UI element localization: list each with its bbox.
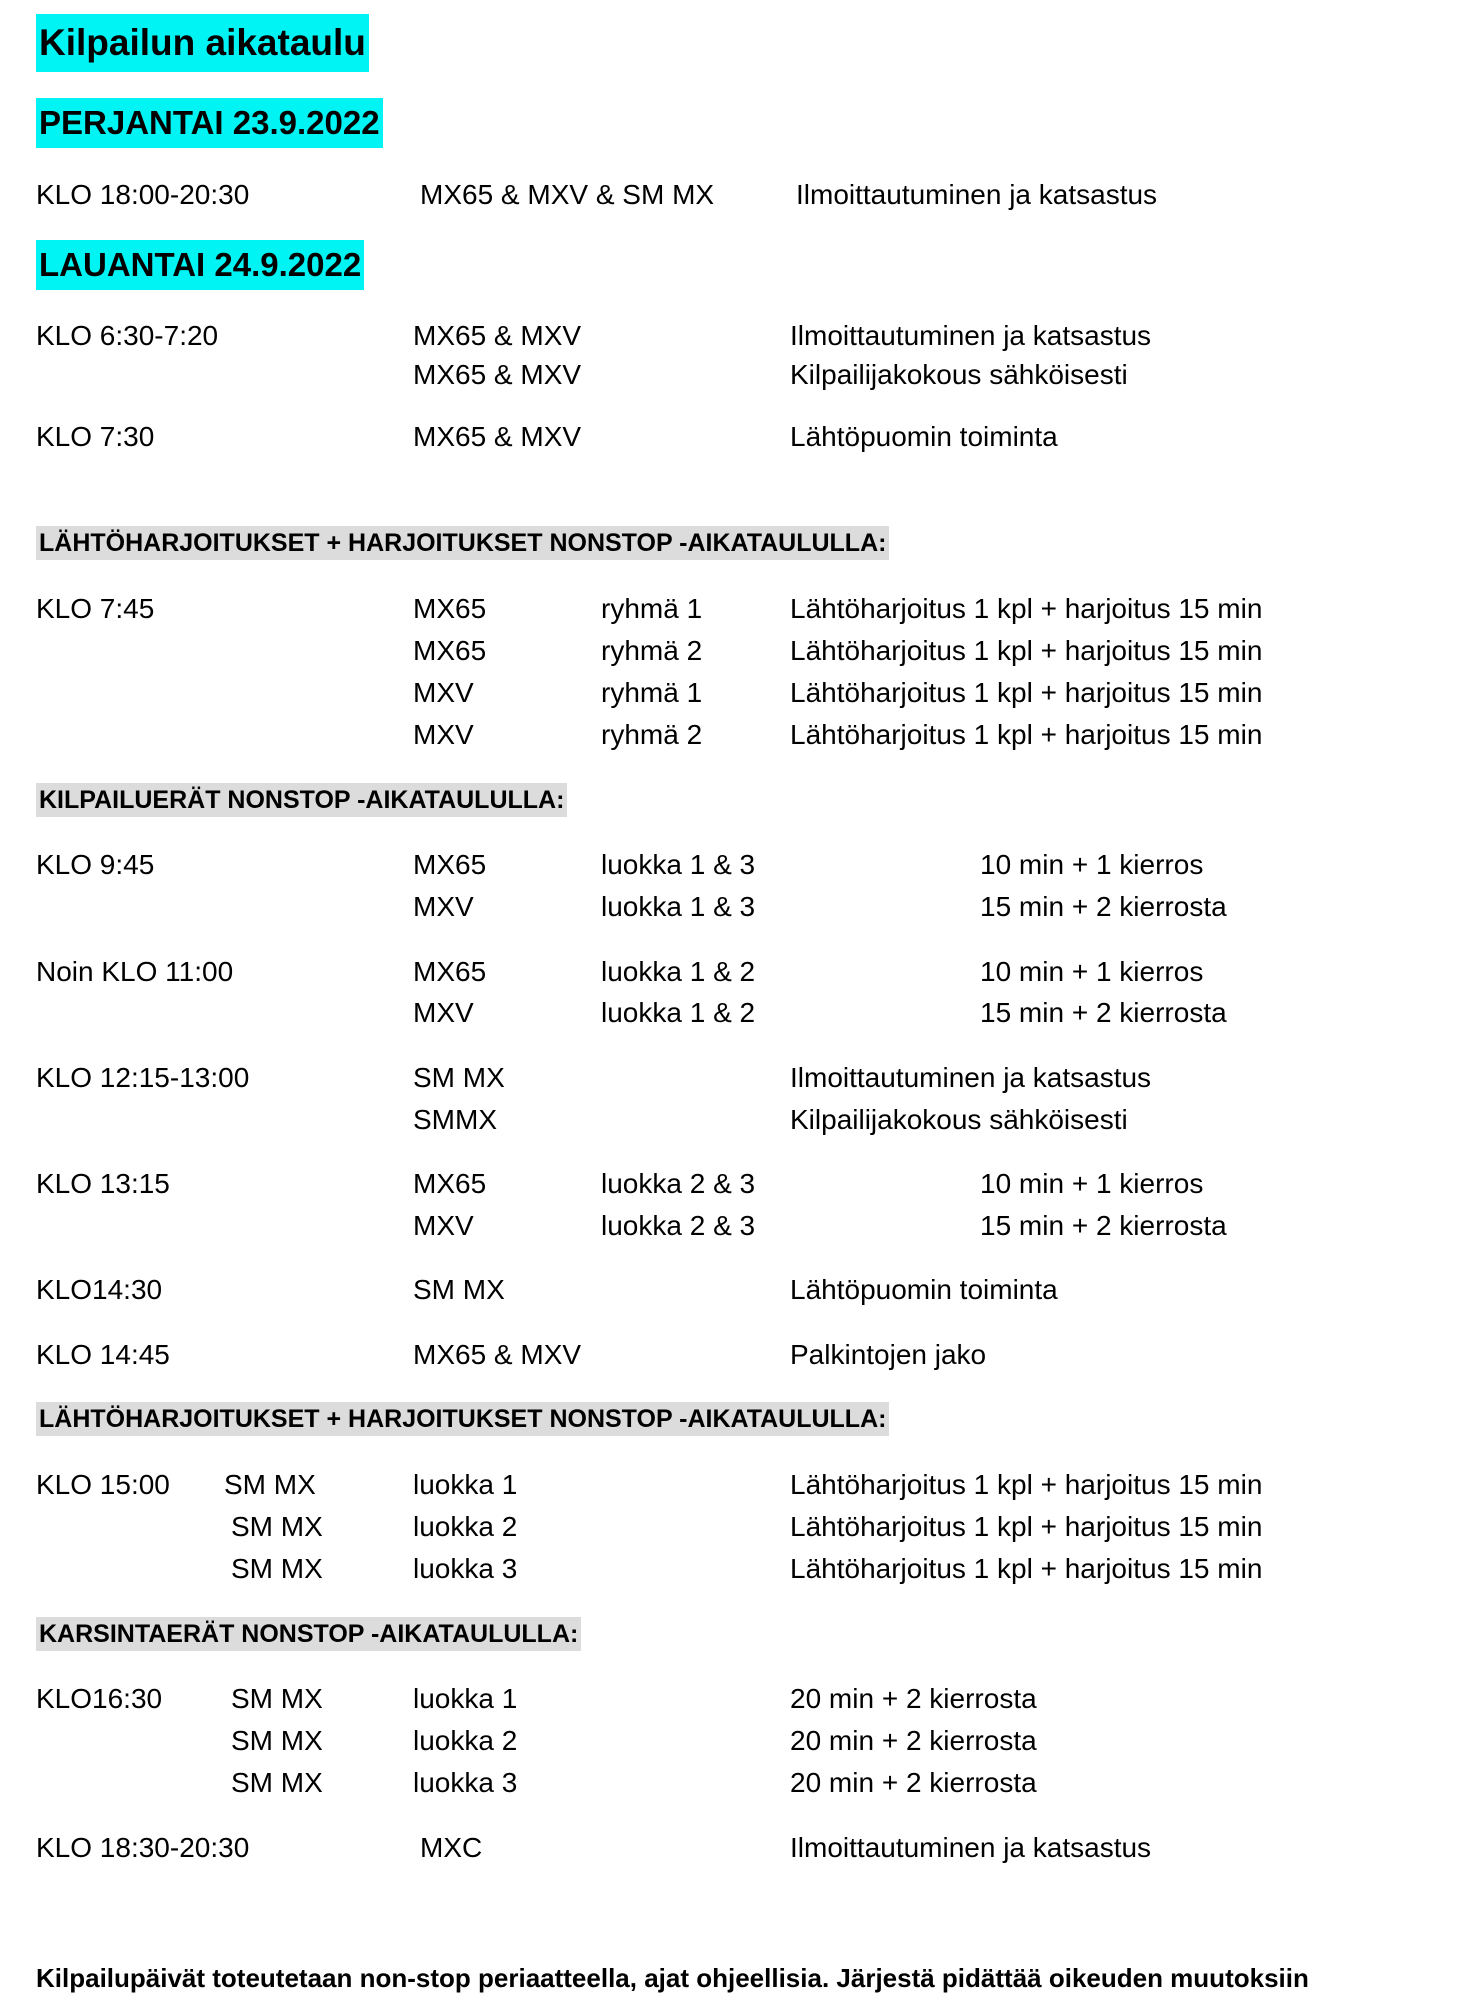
group-cell: luokka 1 & 2 [601, 956, 756, 987]
footer-note: Kilpailupäivät toteutetaan non-stop periaatteella, ajat ohjeellisia. Järjestä pidättää oikeuden muutoksiin [36, 1963, 1309, 1993]
duration-cell: 10 min + 1 kierros [980, 956, 1204, 987]
time-cell: KLO 7:45 [36, 593, 155, 624]
description-cell: 20 min + 2 kierrosta [790, 1683, 1037, 1714]
group-cell: luokka 2 & 3 [601, 1210, 756, 1241]
time-cell: KLO14:30 [36, 1274, 163, 1305]
description-cell: Ilmoittautuminen ja katsastus [790, 1062, 1152, 1093]
schedule-row [0, 1335, 1457, 1375]
schedule-row [0, 1058, 1457, 1098]
description-cell: Lähtöharjoitus 1 kpl + harjoitus 15 min [790, 635, 1263, 666]
schedule-row [0, 1828, 1457, 1868]
class-cell: SM MX [231, 1725, 323, 1756]
time-cell: KLO 12:15-13:00 [36, 1062, 250, 1093]
time-cell: KLO 14:45 [36, 1339, 170, 1370]
class-cell: MXV [413, 891, 474, 922]
time-cell: KLO 18:30-20:30 [36, 1832, 250, 1863]
class-cell: MX65 [413, 1168, 487, 1199]
class-cell: MX65 & MXV [413, 421, 582, 452]
schedule-row [0, 1270, 1457, 1310]
time-cell: Noin KLO 11:00 [36, 956, 234, 987]
schedule-row [0, 1164, 1457, 1204]
class-cell: MX65 [413, 593, 487, 624]
time-cell: KLO16:30 [36, 1683, 163, 1714]
group-cell: luokka 2 [413, 1511, 518, 1542]
group-cell: ryhmä 1 [601, 677, 703, 708]
schedule-row [0, 887, 1457, 927]
class-cell: SM MX [224, 1469, 316, 1500]
class-cell: MX65 & MXV [413, 1339, 582, 1370]
section-heading: LÄHTÖHARJOITUKSET + HARJOITUKSET NONSTOP -AIKATAULULLA: [36, 526, 889, 560]
description-cell: Lähtöpuomin toiminta [790, 1274, 1058, 1305]
day-heading-friday: PERJANTAI 23.9.2022 [36, 98, 383, 148]
description-cell: 20 min + 2 kierrosta [790, 1725, 1037, 1756]
duration-cell: 15 min + 2 kierrosta [980, 1210, 1227, 1241]
description-cell: Lähtöharjoitus 1 kpl + harjoitus 15 min [790, 1553, 1263, 1584]
schedule-row [0, 1465, 1457, 1505]
class-cell: SM MX [413, 1062, 505, 1093]
schedule-row [0, 175, 1457, 215]
group-cell: luokka 2 [413, 1725, 518, 1756]
group-cell: luokka 1 & 2 [601, 997, 756, 1028]
class-cell: MX65 & MXV & SM MX [420, 179, 715, 210]
class-cell: MX65 [413, 956, 487, 987]
time-cell: KLO 13:15 [36, 1168, 170, 1199]
day-heading-saturday: LAUANTAI 24.9.2022 [36, 240, 364, 290]
class-cell: SMMX [413, 1104, 497, 1135]
description-cell: Lähtöharjoitus 1 kpl + harjoitus 15 min [790, 593, 1263, 624]
schedule-row [0, 417, 1457, 457]
group-cell: ryhmä 1 [601, 593, 703, 624]
schedule-row [0, 631, 1457, 671]
description-cell: Palkintojen jako [790, 1339, 987, 1370]
section-heading: LÄHTÖHARJOITUKSET + HARJOITUKSET NONSTOP -AIKATAULULLA: [36, 1402, 889, 1436]
description-cell: Ilmoittautuminen ja katsastus [790, 320, 1152, 351]
time-cell: KLO 9:45 [36, 849, 155, 880]
duration-cell: 15 min + 2 kierrosta [980, 891, 1227, 922]
class-cell: SM MX [231, 1683, 323, 1714]
group-cell: luokka 2 & 3 [601, 1168, 756, 1199]
group-cell: ryhmä 2 [601, 635, 703, 666]
time-cell: KLO 7:30 [36, 421, 155, 452]
time-cell: KLO 6:30-7:20 [36, 320, 219, 351]
schedule-row [0, 845, 1457, 885]
schedule-row [0, 1763, 1457, 1803]
class-cell: MX65 & MXV [413, 320, 582, 351]
group-cell: ryhmä 2 [601, 719, 703, 750]
class-cell: SM MX [231, 1553, 323, 1584]
description-cell: Lähtöharjoitus 1 kpl + harjoitus 15 min [790, 677, 1263, 708]
class-cell: MXC [420, 1832, 483, 1863]
class-cell: MXV [413, 677, 474, 708]
description-cell: Lähtöpuomin toiminta [790, 421, 1058, 452]
page-title: Kilpailun aikataulu [36, 14, 369, 72]
description-cell: 20 min + 2 kierrosta [790, 1767, 1037, 1798]
schedule-row [0, 1721, 1457, 1761]
duration-cell: 10 min + 1 kierros [980, 1168, 1204, 1199]
description-cell: Lähtöharjoitus 1 kpl + harjoitus 15 min [790, 719, 1263, 750]
schedule-row [0, 1507, 1457, 1547]
schedule-row [0, 993, 1457, 1033]
group-cell: luokka 3 [413, 1767, 518, 1798]
class-cell: SM MX [231, 1767, 323, 1798]
class-cell: SM MX [413, 1274, 505, 1305]
group-cell: luokka 1 [413, 1469, 518, 1500]
class-cell: MX65 [413, 635, 487, 666]
schedule-row [0, 1100, 1457, 1140]
schedule-row [0, 316, 1457, 356]
description-cell: Kilpailijakokous sähköisesti [790, 359, 1128, 390]
duration-cell: 10 min + 1 kierros [980, 849, 1204, 880]
time-cell: KLO 15:00 [36, 1469, 170, 1500]
description-cell: Ilmoittautuminen ja katsastus [790, 1832, 1152, 1863]
time-cell: KLO 18:00-20:30 [36, 179, 250, 210]
section-heading: KARSINTAERÄT NONSTOP -AIKATAULULLA: [36, 1617, 581, 1651]
class-cell: MXV [413, 997, 474, 1028]
class-cell: MX65 & MXV [413, 359, 582, 390]
schedule-row [0, 1206, 1457, 1246]
schedule-row [0, 1679, 1457, 1719]
group-cell: luokka 1 & 3 [601, 891, 756, 922]
section-heading: KILPAILUERÄT NONSTOP -AIKATAULULLA: [36, 783, 567, 817]
class-cell: MXV [413, 1210, 474, 1241]
schedule-row [0, 952, 1457, 992]
class-cell: SM MX [231, 1511, 323, 1542]
schedule-row [0, 355, 1457, 395]
group-cell: luokka 1 & 3 [601, 849, 756, 880]
class-cell: MX65 [413, 849, 487, 880]
description-cell: Lähtöharjoitus 1 kpl + harjoitus 15 min [790, 1469, 1263, 1500]
group-cell: luokka 1 [413, 1683, 518, 1714]
description-cell: Lähtöharjoitus 1 kpl + harjoitus 15 min [790, 1511, 1263, 1542]
class-cell: MXV [413, 719, 474, 750]
description-cell: Kilpailijakokous sähköisesti [790, 1104, 1128, 1135]
schedule-row [0, 589, 1457, 629]
schedule-row [0, 1549, 1457, 1589]
schedule-row [0, 673, 1457, 713]
duration-cell: 15 min + 2 kierrosta [980, 997, 1227, 1028]
schedule-row [0, 715, 1457, 755]
group-cell: luokka 3 [413, 1553, 518, 1584]
description-cell: Ilmoittautuminen ja katsastus [796, 179, 1158, 210]
